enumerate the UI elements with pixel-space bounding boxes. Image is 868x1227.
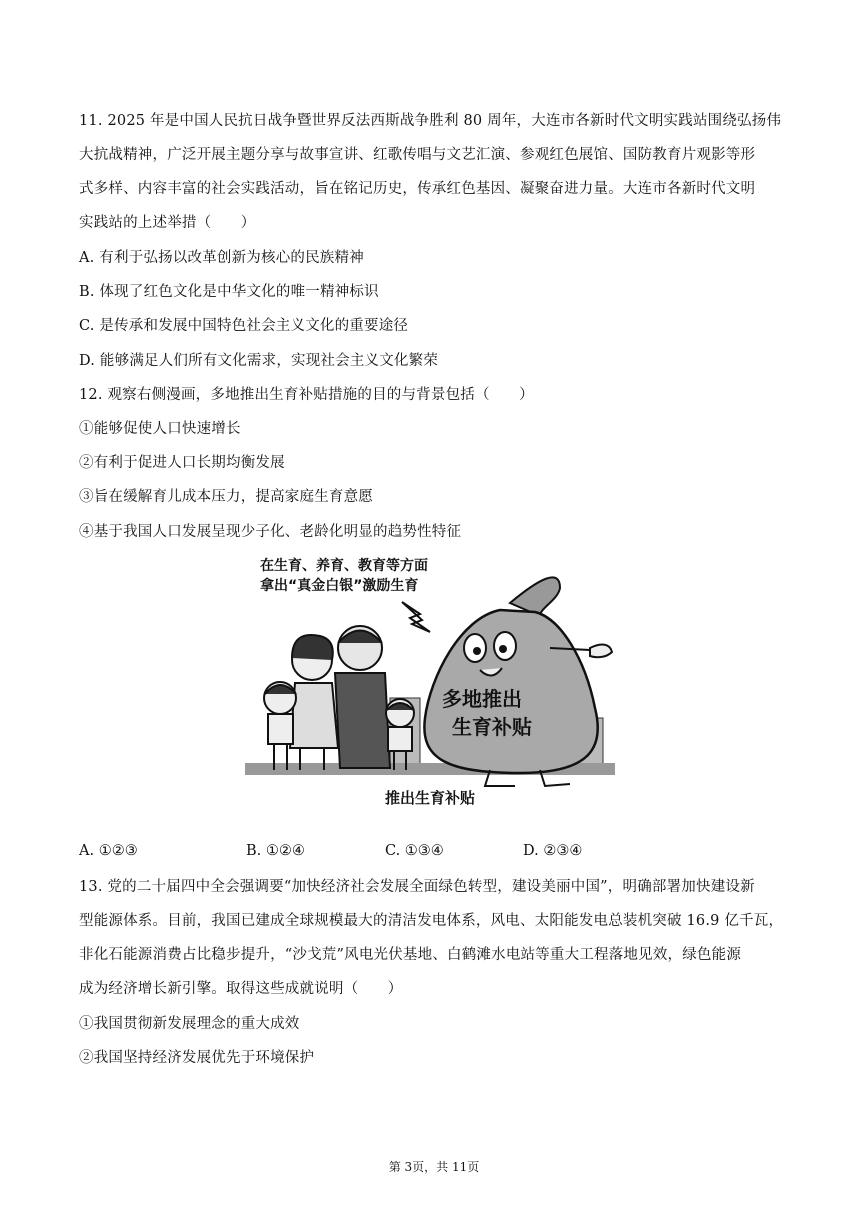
q13-stem-line-4: 成为经济增长新引擎。取得这些成就说明（ ） [79,981,403,997]
cartoon-illustration [240,548,620,818]
q11-option-b: B. 体现了红色文化是中华文化的唯一精神标识 [79,284,379,300]
q12-option-a: A. ①②③ [79,843,138,859]
q12-item-3: ③旨在缓解育儿成本压力，提高家庭生育意愿 [79,489,373,505]
q12-option-d: D. ②③④ [523,843,583,859]
page-footer: 第 3页，共 11页 [388,1160,480,1174]
q11-option-d: D. 能够满足人们所有文化需求，实现社会主义文化繁荣 [79,353,439,369]
q12-option-c: C. ①③④ [385,843,444,859]
q11-stem-line-2: 大抗战精神，广泛开展主题分享与故事宣讲、红歌传唱与文艺汇演、参观红色展馆、国防教育片观影等形 [79,147,756,163]
q12-item-1: ①能够促使人口快速增长 [79,421,241,437]
lightning-icon [402,602,430,632]
q13-item-1: ①我国贯彻新发展理念的重大成效 [79,1016,300,1032]
q12-item-2: ②有利于促进人口长期均衡发展 [79,455,285,471]
q13-item-2: ②我国坚持经济发展优先于环境保护 [79,1050,315,1066]
money-bag-character [424,577,612,786]
q11-option-c: C. 是传承和发展中国特色社会主义文化的重要途径 [79,318,409,334]
q11-stem-line-1: 11. 2025 年是中国人民抗日战争暨世界反法西斯战争胜利 80 周年，大连市各新时代文明实践站围绕弘扬伟 [79,113,782,129]
q13-stem-line-1: 13. 党的二十届四中全会强调要“加快经济社会发展全面绿色转型，建设美丽中国”，明确部署加快建设新 [79,879,755,895]
q11-stem-line-3: 式多样、内容丰富的社会实践活动，旨在铭记历史，传承红色基因、凝聚奋进力量。大连市各新时代文明 [79,181,756,197]
q12-item-4: ④基于我国人口发展呈现少子化、老龄化明显的趋势性特征 [79,524,462,540]
cartoon-speech-line-2: 拿出“真金白银”激励生育 [260,578,419,594]
cartoon-speech-line-1: 在生育、养育、教育等方面 [260,558,428,574]
q12-options [79,843,719,865]
q12-stem: 12. 观察右侧漫画，多地推出生育补贴措施的目的与背景包括（ ） [79,387,534,403]
bag-label-line-2: 生育补贴 [452,715,532,739]
q11-option-a: A. 有利于弘扬以改革创新为核心的民族精神 [79,250,364,266]
q13-stem-line-3: 非化石能源消费占比稳步提升，“沙戈荒”风电光伏基地、白鹤滩水电站等重大工程落地见效，绿色能源 [79,947,742,963]
q12-option-b: B. ①②④ [246,843,305,859]
q11-stem-line-4: 实践站的上述举措（ ） [79,215,256,231]
bag-label-line-1: 多地推出 [442,687,522,711]
cartoon-caption: 推出生育补贴 [385,789,476,807]
q13-stem-line-2: 型能源体系。目前，我国已建成全球规模最大的清洁发电体系，风电、太阳能发电总装机突破 16.9 亿千瓦， [79,913,784,929]
